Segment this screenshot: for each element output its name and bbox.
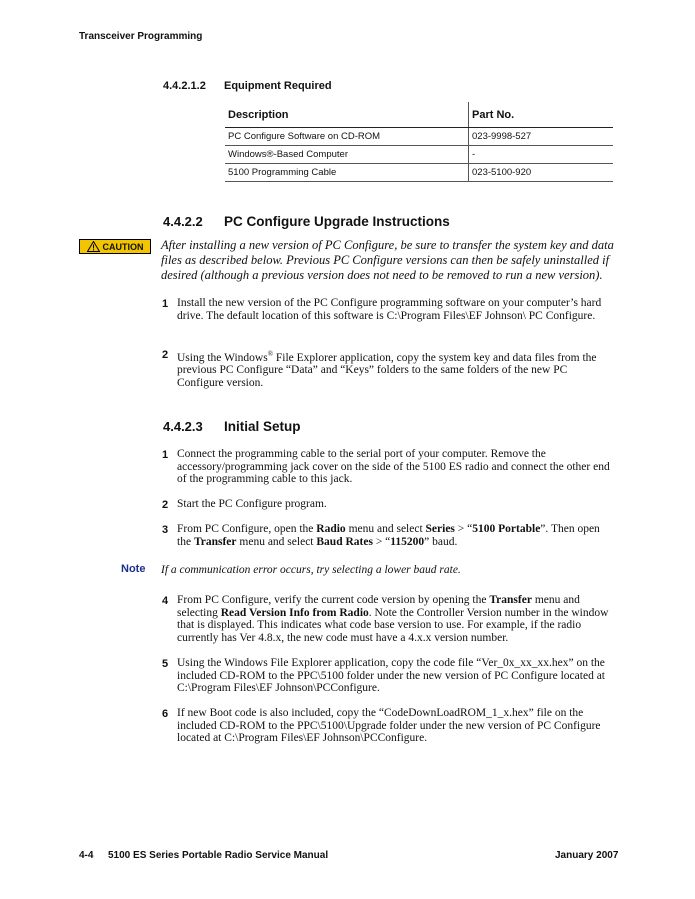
step-text: Using the Windows® File Explorer application, copy the system key and data files from the previous PC Configure “Data” and “Keys” folders to the same folders of the new PC Configure version. bbox=[177, 350, 597, 389]
step-text: From PC Configure, open the Radio menu and select Series > “5100 Portable”. Then open the Transfer menu and select Baud Rates > “115200” baud. bbox=[177, 523, 600, 548]
step-text: From PC Configure, verify the current code version by opening the Transfer menu and selecting Read Version Info from Radio. Note the Controller Version number in the window that is displayed. This indicates what code base version to use. For example, if the radio currently has Ver 4.8.x, the new code must have a 4.x.x version number. bbox=[177, 594, 609, 644]
table-cell: PC Configure Software on CD-ROM bbox=[225, 128, 469, 146]
step-number: 1 bbox=[162, 449, 169, 461]
footer-manual-title: 5100 ES Series Portable Radio Service Manual bbox=[108, 850, 329, 861]
step-number: 2 bbox=[162, 499, 169, 511]
step-number: 4 bbox=[162, 595, 169, 607]
step-number: 3 bbox=[162, 524, 169, 536]
step-number: 5 bbox=[162, 658, 169, 670]
section-title: Equipment Required bbox=[224, 80, 332, 92]
equipment-table bbox=[225, 102, 613, 182]
note-text: If a communication error occurs, try selecting a lower baud rate. bbox=[161, 564, 461, 576]
section-title: PC Configure Upgrade Instructions bbox=[224, 214, 450, 229]
section-number: 4.4.2.3 bbox=[163, 419, 203, 434]
registered-mark: ® bbox=[267, 350, 274, 358]
warning-icon bbox=[87, 241, 100, 252]
column-header: Description bbox=[225, 102, 469, 128]
step-text: Install the new version of the PC Configure programming software on your computer’s hard drive. The default location of this software is C:\Program Files\EF Johnson\ PC Configure. bbox=[177, 297, 602, 322]
step-number: 2 bbox=[162, 349, 169, 361]
footer-date: January 2007 bbox=[555, 850, 619, 861]
step-number: 1 bbox=[162, 298, 169, 310]
running-head: Transceiver Programming bbox=[79, 31, 203, 42]
section-number: 4.4.2.2 bbox=[163, 214, 203, 229]
table-cell: 5100 Programming Cable bbox=[225, 164, 469, 182]
section-number: 4.4.2.1.2 bbox=[163, 80, 206, 92]
page-number: 4-4 bbox=[79, 850, 94, 861]
caution-label: CAUTION bbox=[102, 241, 144, 252]
step-text: Connect the programming cable to the serial port of your computer. Remove the accessory/programming jack cover on the side of the 5100 ES radio and connect the other end of the programming cable to this jack. bbox=[177, 448, 610, 485]
table-row bbox=[225, 164, 613, 182]
table-cell: 023-5100-920 bbox=[469, 164, 614, 182]
table-row bbox=[225, 146, 613, 164]
column-header: Part No. bbox=[469, 102, 614, 128]
step-text: If new Boot code is also included, copy the “CodeDownLoadROM_1_x.hex” file on the included CD-ROM to the PPC\5100\Upgrade folder under the new version of PC Configure located at C:\Program Files\EF Johnson\PCConfigure. bbox=[177, 707, 601, 744]
caution-text: After installing a new version of PC Configure, be sure to transfer the system key and data files as described below. Previous PC Configure versions can then be safely uninstalled if desired (although a previous version does not need to be removed to run a new version). bbox=[161, 238, 614, 282]
section-title: Initial Setup bbox=[224, 419, 301, 434]
table-cell: 023-9998-527 bbox=[469, 128, 614, 146]
table-header-row bbox=[225, 102, 613, 128]
step-text: Start the PC Configure program. bbox=[177, 498, 327, 510]
table-cell: - bbox=[469, 146, 614, 164]
caution-badge bbox=[79, 239, 151, 254]
step-number: 6 bbox=[162, 708, 169, 720]
table-cell: Windows®-Based Computer bbox=[225, 146, 469, 164]
step-text: Using the Windows File Explorer application, copy the code file “Ver_0x_xx_xx.hex” on the included CD-ROM to the PPC\5100 folder under the new version of PC Configure located at C:\Program Files\EF Johnson\PCConfigure. bbox=[177, 657, 605, 694]
note-label: Note bbox=[121, 563, 146, 575]
table-row bbox=[225, 128, 613, 146]
